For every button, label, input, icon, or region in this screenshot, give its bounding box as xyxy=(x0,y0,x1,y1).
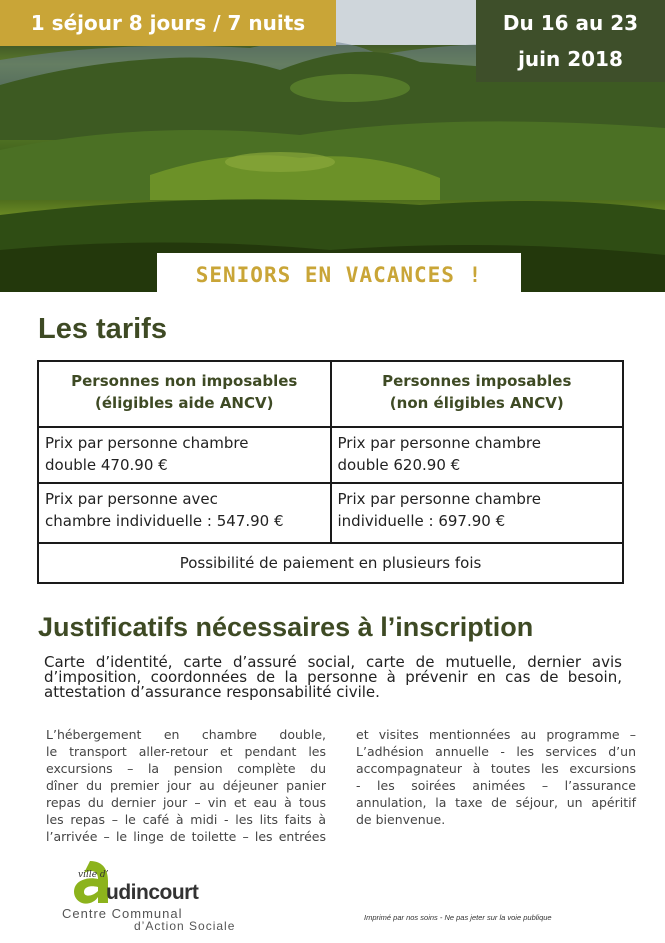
table-header-row xyxy=(38,361,623,427)
seniors-banner: SENIORS EN VACANCES ! xyxy=(157,253,521,293)
tarifs-title: Les tarifs xyxy=(38,313,167,345)
included-line: excursions – la pension complète du xyxy=(46,761,326,776)
included-line: les repas – le café à midi - les lits faits à xyxy=(46,812,326,827)
col-header-imposables: Personnes imposables (non éligibles ANCV) xyxy=(331,361,624,427)
included-line: - les soirées animées – l’assurance xyxy=(356,778,636,793)
table-row xyxy=(38,483,623,543)
dates-line-2: juin 2018 xyxy=(518,47,623,71)
tarifs-table xyxy=(37,360,624,584)
logo-a-mark-icon xyxy=(70,857,110,909)
stay-dates-badge xyxy=(476,0,665,82)
dates-line-1: Du 16 au 23 xyxy=(502,11,639,35)
logo-audincourt: udincourt xyxy=(106,881,199,904)
logo-ccas-line1: Centre Communal xyxy=(62,906,183,921)
table-footer-row xyxy=(38,543,623,583)
included-line: L’adhésion annuelle - les services d’un xyxy=(356,744,636,759)
logo-ccas-line2: d’Action Sociale xyxy=(134,919,236,933)
price-single-non-imposable: Prix par personne avec chambre individuelle : 547.90 € xyxy=(38,483,331,543)
print-footnote: Imprimé par nos soins - Ne pas jeter sur la voie publique xyxy=(364,913,552,922)
included-line: accompagnateur à toutes les excursions xyxy=(356,761,636,776)
included-line: dîner du premier jour au déjeuner panier xyxy=(46,778,326,793)
table-row xyxy=(38,427,623,483)
price-single-imposable: Prix par personne chambre individuelle : 697.90 € xyxy=(331,483,624,543)
col-header-non-imposables: Personnes non imposables (éligibles aide ANCV) xyxy=(38,361,331,427)
audincourt-ccas-logo xyxy=(58,855,288,935)
logo-ville-d: ville d’ xyxy=(78,870,109,880)
included-line: l’arrivée – le linge de toilette – les entrées xyxy=(46,829,326,844)
payment-note: Possibilité de paiement en plusieurs fois xyxy=(38,543,623,583)
included-line: annulation, la taxe de séjour, un apéritif xyxy=(356,795,636,810)
included-line: L’hébergement en chambre double, xyxy=(46,727,326,742)
included-line: de bienvenue. xyxy=(356,812,446,827)
price-double-imposable: Prix par personne chambre double 620.90 € xyxy=(331,427,624,483)
included-line: repas du dernier jour – vin et eau à tous xyxy=(46,795,326,810)
stay-duration-badge: 1 séjour 8 jours / 7 nuits xyxy=(0,0,336,46)
included-services-left xyxy=(46,726,326,845)
included-services-right xyxy=(356,726,636,828)
price-double-non-imposable: Prix par personne chambre double 470.90 € xyxy=(38,427,331,483)
justificatifs-text: Carte d’identité, carte d’assuré social, carte de mutuelle, dernier avis d’imposition, coordonnées de la personne à prévenir en cas de besoin, attestation d’assurance responsabilité civile. xyxy=(44,653,622,701)
justificatifs-title: Justificatifs nécessaires à l’inscription xyxy=(38,612,534,642)
included-line: et visites mentionnées au programme – xyxy=(356,727,636,742)
included-line: le transport aller-retour et pendant les xyxy=(46,744,326,759)
